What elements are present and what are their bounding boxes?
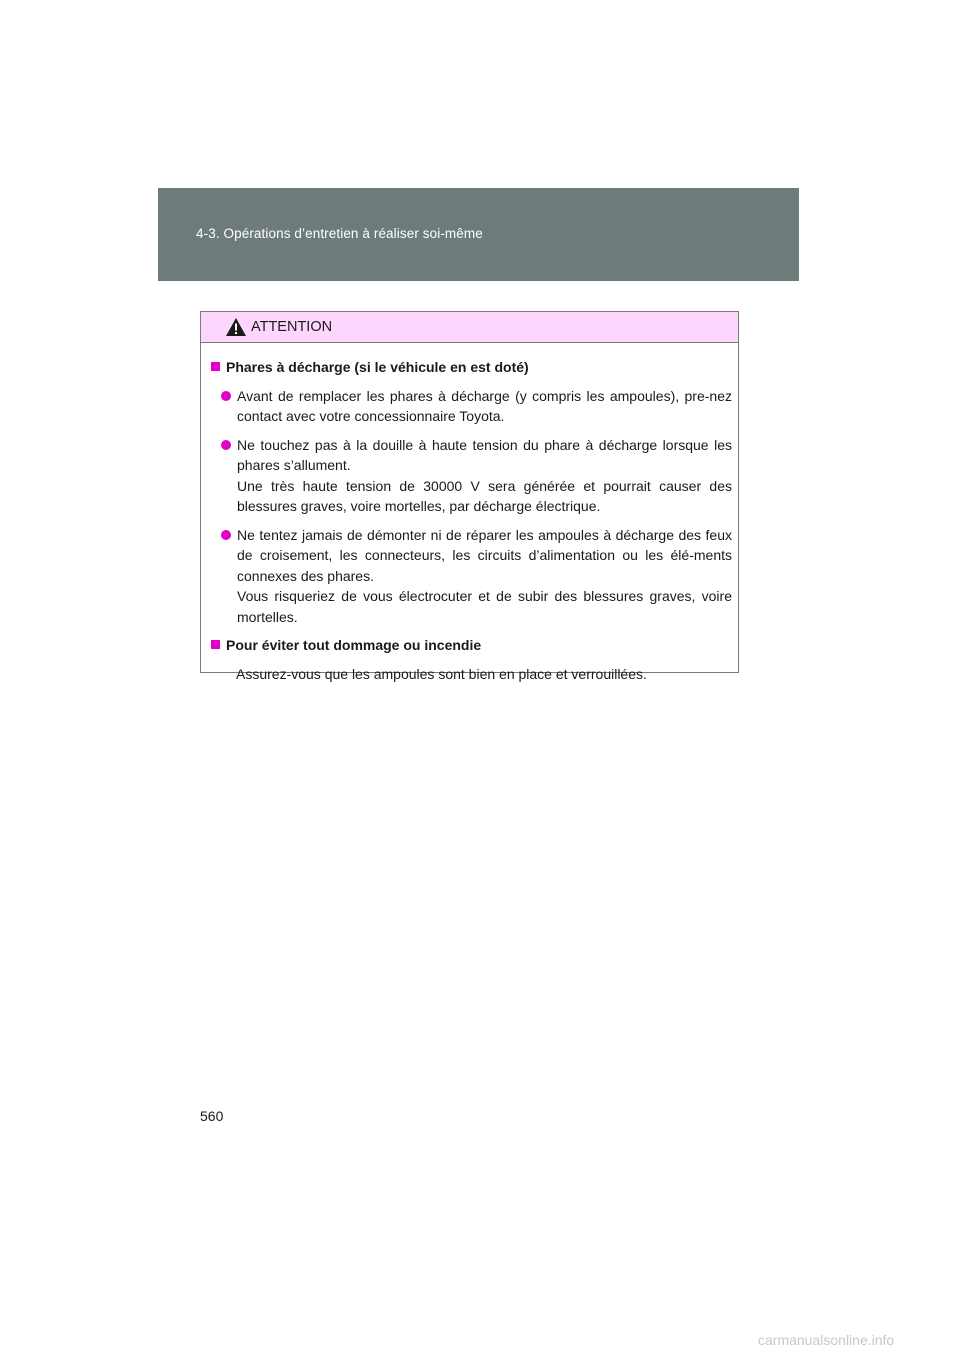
page-number: 560 [200, 1108, 224, 1124]
warning-triangle-icon [225, 317, 247, 337]
square-bullet-icon [211, 640, 220, 649]
section-heading-text: Pour éviter tout dommage ou incendie [226, 637, 482, 653]
warning-box [200, 311, 739, 682]
bullet-text: Avant de remplacer les phares à décharge (y compris les ampoules), pre-nez contact avec votre concessionnaire Toyota. [237, 387, 732, 424]
section-heading-text: Phares à décharge (si le véhicule en est doté) [226, 359, 529, 375]
list-item [221, 525, 732, 628]
round-bullet-icon [221, 440, 231, 450]
section-heading [211, 635, 732, 656]
watermark: carmanualsonline.info [758, 1332, 895, 1348]
section-heading [211, 357, 732, 378]
bullet-text: Ne tentez jamais de démonter ni de réparer les ampoules à décharge des feux de croisement, les connecteurs, les circuits d’alimentation ou les élé-ments connexes des phares. [237, 526, 732, 584]
bullet-text: Ne touchez pas à la douille à haute tension du phare à décharge lorsque les phares s’allument. [237, 436, 732, 473]
round-bullet-icon [221, 530, 231, 540]
round-bullet-icon [221, 391, 231, 401]
warning-header [201, 312, 738, 343]
section-title: 4-3. Opérations d’entretien à réaliser soi-même [196, 226, 483, 241]
bullet-text: Vous risqueriez de vous électrocuter et de subir des blessures graves, voire mortelles. [237, 588, 732, 625]
bullet-text: Une très haute tension de 30000 V sera générée et pourrait causer des blessures graves, voire mortelles, par décharge électrique. [237, 477, 732, 514]
section-header-band [158, 188, 799, 281]
warning-body [201, 343, 738, 684]
section-text: Assurez-vous que les ampoules sont bien en place et verrouillées. [236, 665, 647, 682]
list-item [221, 435, 732, 517]
warning-title: ATTENTION [251, 319, 333, 335]
list-item [221, 386, 732, 427]
square-bullet-icon [211, 362, 220, 371]
